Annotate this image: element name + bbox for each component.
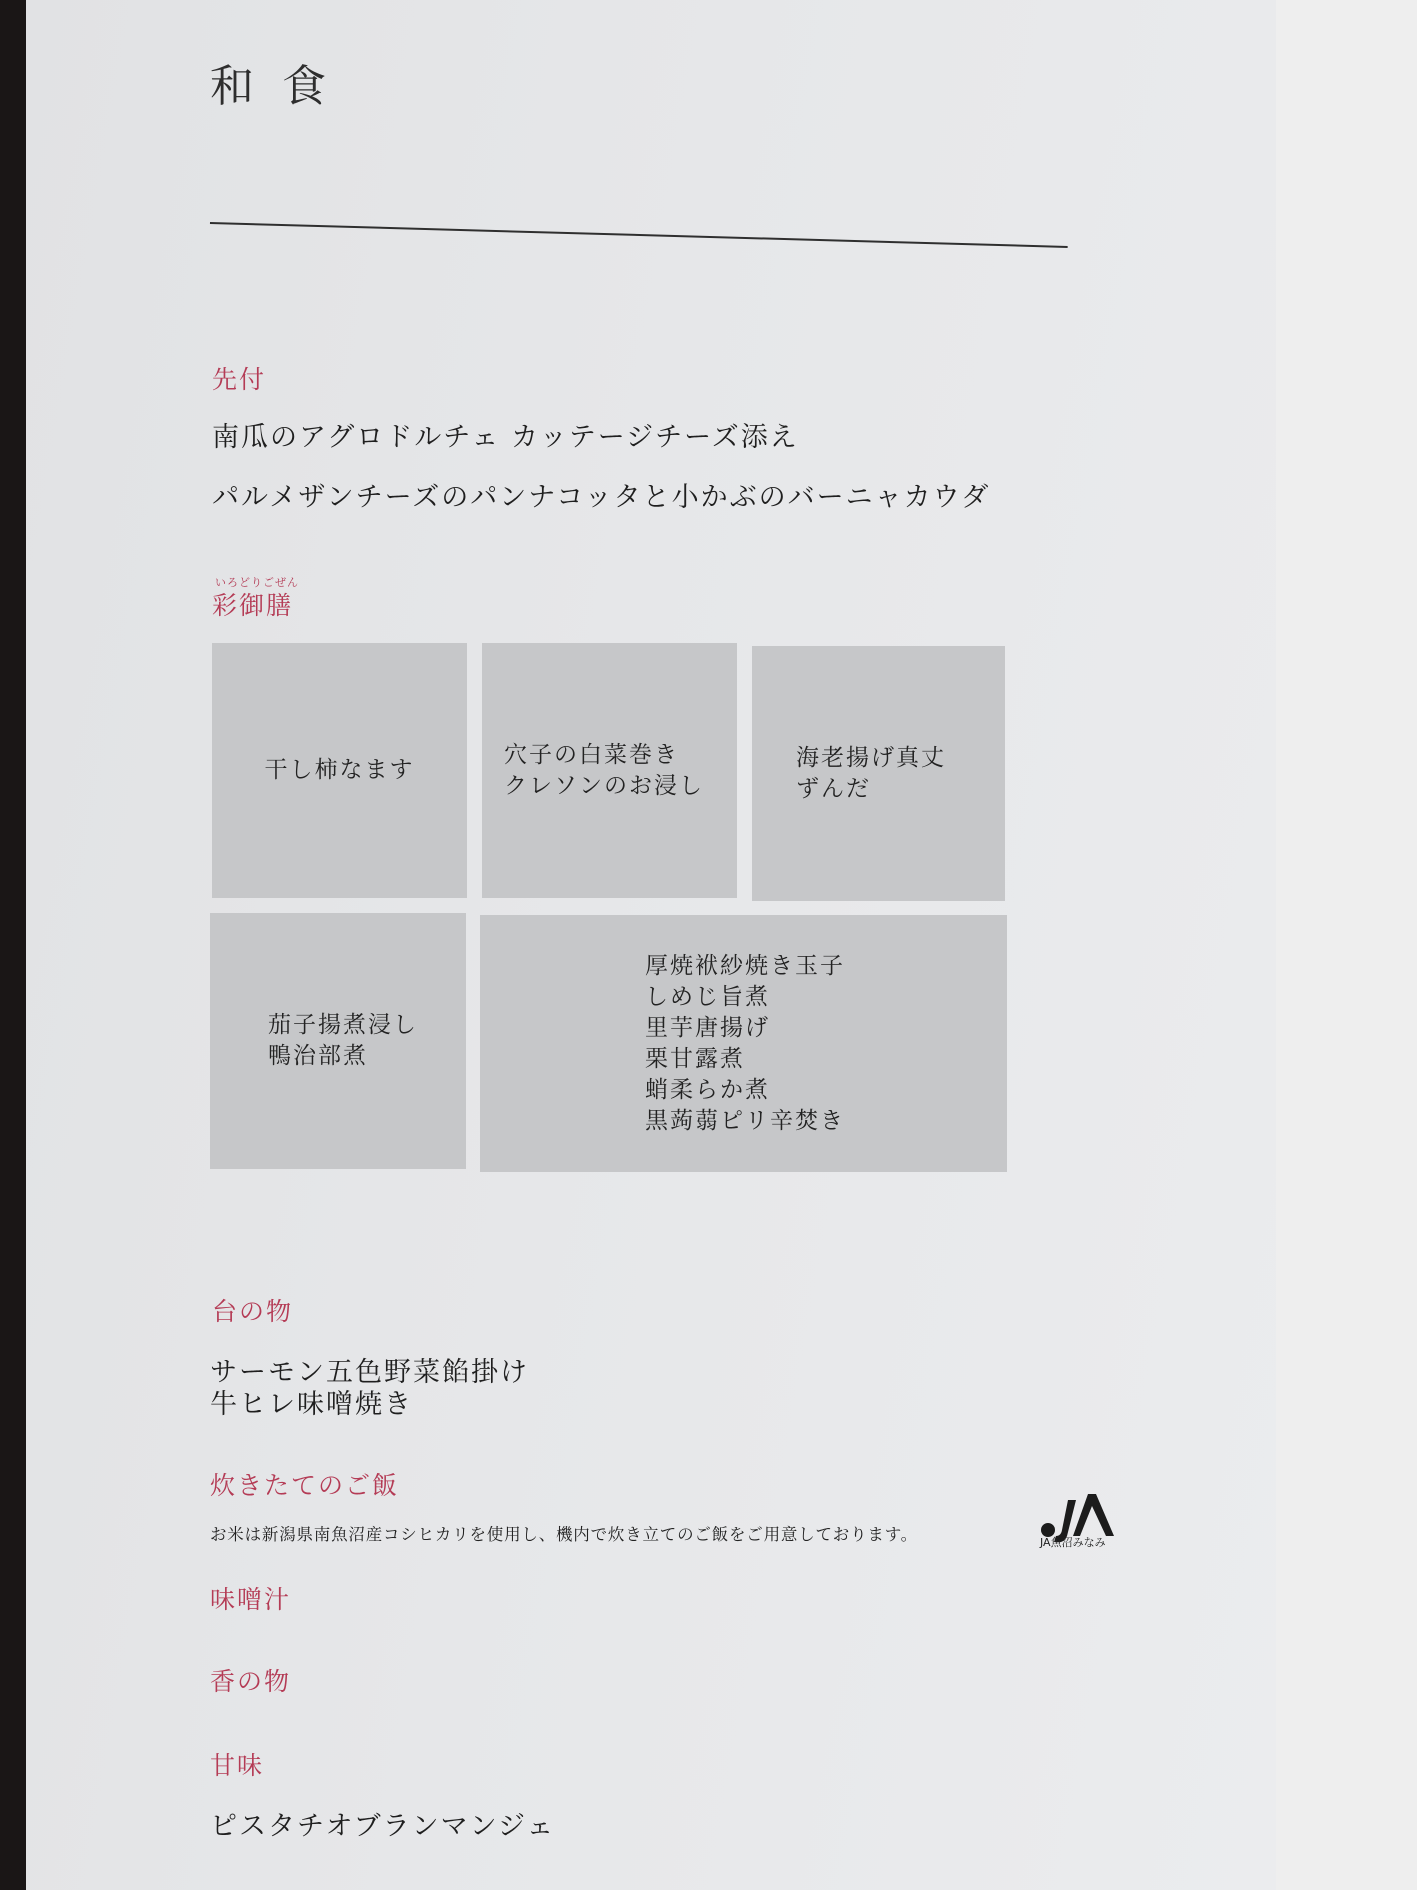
dish-line: 里芋唐揚げ — [645, 1014, 770, 1041]
dish-line: 穴子の白菜巻き — [504, 741, 679, 768]
dish-box-4 — [210, 913, 466, 1169]
dish-line: 鴨治部煮 — [268, 1043, 368, 1069]
menu-item: サーモン五色野菜餡掛け — [210, 1357, 529, 1388]
dish-line: 栗甘露煮 — [645, 1045, 745, 1072]
dish-line: 干し柿なます — [264, 757, 415, 783]
page-title: 和食 — [210, 61, 354, 112]
dish-line: 蛸柔らか煮 — [645, 1076, 770, 1103]
dish-line: ずんだ — [796, 775, 871, 802]
dish-box-1 — [212, 643, 467, 898]
dish-line: クレソンのお浸し — [504, 772, 704, 799]
menu-item: 牛ヒレ味噌焼き — [210, 1389, 413, 1420]
furigana-reading: いろどりごぜん — [215, 576, 299, 589]
dish-line: 厚焼袱紗焼き玉子 — [645, 952, 845, 979]
rice-note: お米は新潟県南魚沼産コシヒカリを使用し、機内で炊き立てのご飯をご用意しております。 — [210, 1524, 918, 1544]
menu-item: ピスタチオブランマンジェ — [210, 1811, 556, 1842]
section-heading-dessert: 甘味 — [210, 1751, 265, 1780]
dish-line: しめじ旨煮 — [645, 983, 770, 1010]
section-heading-sakizuke: 先付 — [212, 365, 267, 394]
menu-item: 南瓜のアグロドルチェ カッテージチーズ添え — [212, 422, 799, 453]
menu-item: パルメザンチーズのパンナコッタと小かぶのバーニャカウダ — [212, 482, 991, 513]
section-heading-konomono: 香の物 — [210, 1667, 292, 1696]
dish-box-2 — [482, 643, 737, 898]
dish-box-3 — [752, 646, 1005, 901]
section-heading-dainomono: 台の物 — [212, 1297, 294, 1326]
dish-box-5 — [480, 915, 1007, 1172]
section-heading-misoshiru: 味噌汁 — [210, 1585, 292, 1614]
background-surface — [1276, 0, 1417, 1890]
dish-line: 海老揚げ真丈 — [796, 744, 946, 771]
section-heading-irodori: 彩御膳 — [212, 591, 294, 620]
section-heading-rice: 炊きたてのご飯 — [210, 1471, 400, 1500]
dish-line: 黒蒟蒻ピリ辛焚き — [645, 1107, 845, 1134]
logo-caption: JA魚沼みなみ — [1040, 1536, 1106, 1549]
dish-line: 茄子揚煮浸し — [268, 1012, 418, 1038]
